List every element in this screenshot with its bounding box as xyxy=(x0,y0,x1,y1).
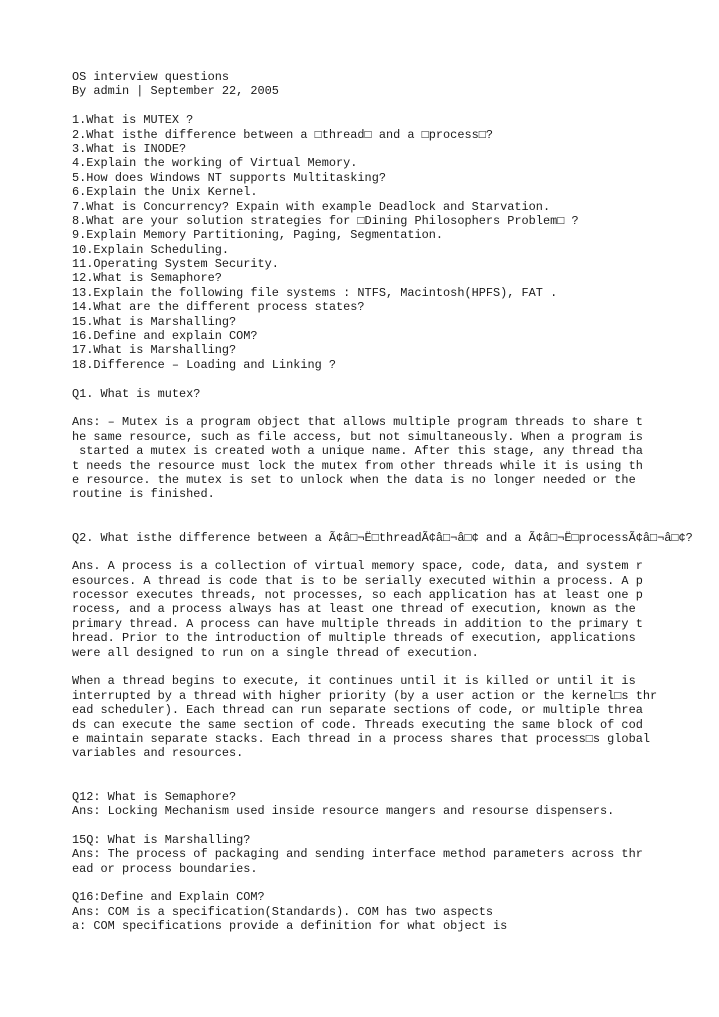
question-item: 8.What are your solution strategies for □Dining Philosophers Problem□ ? xyxy=(72,213,579,228)
question-item: 17.What is Marshalling? xyxy=(72,343,237,358)
question-item: 12.What is Semaphore? xyxy=(72,271,222,286)
answer-line: When a thread begins to execute, it continues until it is killed or until it is xyxy=(72,674,636,689)
answer-line: interrupted by a thread with higher priority (by a user action or the kernel□s thr xyxy=(72,688,658,703)
answer-line: were all designed to run on a single thread of execution. xyxy=(72,645,479,660)
question-item: 16.Define and explain COM? xyxy=(72,329,258,344)
answer-line: ead scheduler). Each thread can run separate sections of code, or multiple threa xyxy=(72,703,643,718)
question-item: 14.What are the different process states? xyxy=(72,300,365,315)
question-item: 2.What isthe difference between a □thread□ and a □process□? xyxy=(72,127,493,142)
section-heading: Q2. What isthe difference between a Ã¢â□¬Ë□threadÃ¢â□¬â□¢ and a Ã¢â□¬Ë□processÃ¢â□¬â□¢? xyxy=(72,530,693,545)
document-title: OS interview questions xyxy=(72,70,229,84)
section-heading: Q12: What is Semaphore? xyxy=(72,789,237,804)
answer-line: primary thread. A process can have multiple threads in addition to the primary t xyxy=(72,616,643,631)
section-heading: Q16:Define and Explain COM? xyxy=(72,890,265,905)
section-q15 xyxy=(72,833,712,876)
question-item: 5.How does Windows NT supports Multitasking? xyxy=(72,170,386,185)
section-q12 xyxy=(72,790,712,819)
document-byline: By admin | September 22, 2005 xyxy=(72,84,279,99)
question-list xyxy=(72,113,712,372)
answer-line: e maintain separate stacks. Each thread in a process shares that process□s global xyxy=(72,731,650,746)
answer-line: Ans. A process is a collection of virtual memory space, code, data, and system r xyxy=(72,559,643,574)
answer-line: hread. Prior to the introduction of multiple threads of execution, applications xyxy=(72,631,636,646)
question-item: 3.What is INODE? xyxy=(72,141,187,156)
section-q2 xyxy=(72,531,712,761)
section-q1 xyxy=(72,387,712,502)
question-item: 7.What is Concurrency? Expain with example Deadlock and Starvation. xyxy=(72,199,551,214)
question-item: 15.What is Marshalling? xyxy=(72,314,237,329)
answer-line: t needs the resource must lock the mutex from other threads while it is using th xyxy=(72,458,643,473)
section-q16 xyxy=(72,890,712,933)
answer-line: e resource. the mutex is set to unlock when the data is no longer needed or the xyxy=(72,472,636,487)
document-page xyxy=(72,70,712,933)
answer-line: routine is finished. xyxy=(72,487,215,502)
section-heading: Q1. What is mutex? xyxy=(72,386,201,401)
answer-line: rocess, and a process always has at least one thread of execution, known as the xyxy=(72,602,636,617)
question-item: 13.Explain the following file systems : NTFS, Macintosh(HPFS), FAT . xyxy=(72,285,558,300)
answer-line: ds can execute the same section of code. Threads executing the same block of cod xyxy=(72,717,643,732)
answer-line: Ans: – Mutex is a program object that allows multiple program threads to share t xyxy=(72,415,643,430)
question-item: 1.What is MUTEX ? xyxy=(72,113,194,128)
answer-line: Ans: COM is a specification(Standards). COM has two aspects xyxy=(72,904,493,919)
question-item: 18.Difference – Loading and Linking ? xyxy=(72,357,337,372)
question-item: 9.Explain Memory Partitioning, Paging, Segmentation. xyxy=(72,228,444,243)
question-item: 10.Explain Scheduling. xyxy=(72,242,229,257)
answer-line: Ans: The process of packaging and sending interface method parameters across thr xyxy=(72,847,643,862)
section-heading: 15Q: What is Marshalling? xyxy=(72,832,251,847)
question-item: 11.Operating System Security. xyxy=(72,257,279,272)
question-item: 6.Explain the Unix Kernel. xyxy=(72,185,258,200)
answer-line: he same resource, such as file access, but not simultaneously. When a program is xyxy=(72,429,643,444)
answer-line: a: COM specifications provide a definition for what object is xyxy=(72,919,508,934)
answer-line: ead or process boundaries. xyxy=(72,861,258,876)
question-item: 4.Explain the working of Virtual Memory. xyxy=(72,156,358,171)
answer-line: Ans: Locking Mechanism used inside resource mangers and resourse dispensers. xyxy=(72,803,615,818)
answer-line: esources. A thread is code that is to be serially executed within a process. A p xyxy=(72,573,643,588)
answer-line: rocessor executes threads, not processes, so each application has at least one p xyxy=(72,588,643,603)
answer-line: started a mutex is created woth a unique name. After this stage, any thread tha xyxy=(72,444,643,459)
answer-line: variables and resources. xyxy=(72,746,244,761)
